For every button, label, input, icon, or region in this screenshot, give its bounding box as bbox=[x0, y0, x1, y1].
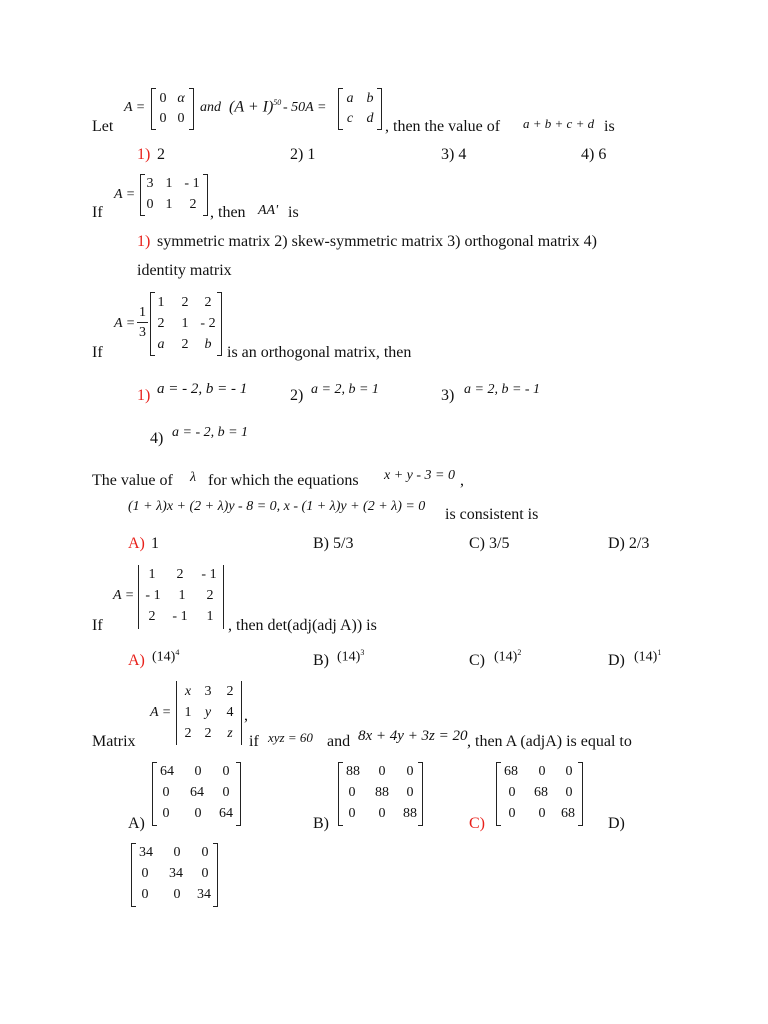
q6-opt-a-21: 0 bbox=[162, 785, 170, 800]
q1-a-21: 0 bbox=[159, 111, 167, 126]
q2-a-23: 2 bbox=[189, 197, 197, 212]
q6-a-33: z bbox=[227, 726, 233, 741]
q6-option-c-label: C) bbox=[469, 815, 485, 832]
q6-opt-c-12: 0 bbox=[538, 764, 546, 779]
q5-tail: , then det(adj(adj A)) is bbox=[228, 617, 377, 634]
q1-is: is bbox=[604, 118, 615, 135]
q4-lambda: λ bbox=[190, 470, 197, 485]
q6-option-b-label: B) bbox=[313, 815, 329, 832]
q3-frac-den: 3 bbox=[139, 325, 146, 340]
q6-tail: , then A (adjA) is equal to bbox=[467, 733, 632, 750]
q3-option-1: a = - 2, b = - 1 bbox=[157, 381, 248, 397]
q6-opt-a-11: 64 bbox=[160, 764, 174, 779]
q5-option-a-label: A) bbox=[128, 652, 145, 669]
q6-opt-c-11: 68 bbox=[504, 764, 518, 779]
q3-matrix bbox=[150, 292, 222, 356]
q1-option-3: 3) 4 bbox=[441, 146, 467, 163]
q6-opt-b-21: 0 bbox=[348, 785, 356, 800]
q6-opt-d-13: 0 bbox=[201, 845, 209, 860]
q6-option-b-matrix bbox=[338, 762, 423, 826]
q3-a-33: b bbox=[204, 337, 212, 352]
q3-option-4: a = - 2, b = 1 bbox=[172, 425, 249, 440]
q1-b-12: b bbox=[366, 91, 374, 106]
q3-a-13: 2 bbox=[204, 295, 212, 310]
q2-expr: AA' bbox=[258, 203, 279, 218]
q1-b-11: a bbox=[346, 91, 354, 106]
q1-option-1-number: 1) bbox=[137, 146, 151, 163]
q1-expr: $(A + I)^{50}$ bbox=[229, 98, 282, 116]
q1-b-21: c bbox=[346, 111, 354, 126]
q2-a-11: 3 bbox=[146, 176, 154, 191]
q6-opt-a-32: 0 bbox=[194, 806, 202, 821]
q6-opt-b-31: 0 bbox=[348, 806, 356, 821]
q1-then: , then the value of bbox=[385, 118, 501, 135]
q6-option-c-matrix bbox=[496, 762, 583, 826]
q1-a-22: 0 bbox=[177, 111, 185, 126]
q2-if-label: If bbox=[92, 204, 103, 221]
q6-opt-c-23: 0 bbox=[565, 785, 573, 800]
q1-option-2: 2) 1 bbox=[290, 146, 316, 163]
q3-a-31: a bbox=[157, 337, 165, 352]
q1-option-1: 2 bbox=[157, 146, 165, 163]
q3-option-3: a = 2, b = - 1 bbox=[464, 382, 541, 397]
q6-opt-b-22: 88 bbox=[375, 785, 389, 800]
q6-a-22: y bbox=[204, 705, 212, 720]
q5-option-b-label: B) bbox=[313, 652, 329, 669]
q2-a-13: - 1 bbox=[184, 176, 200, 191]
q6-opt-b-13: 0 bbox=[406, 764, 414, 779]
q6-if: if bbox=[249, 733, 259, 750]
q6-and: and bbox=[327, 733, 351, 750]
q1-lhs: A = bbox=[124, 100, 146, 115]
q1-b-22: d bbox=[366, 111, 374, 126]
q1-a-11: 0 bbox=[159, 91, 167, 106]
q5-a-32: - 1 bbox=[172, 609, 188, 624]
q3-lhs: A = bbox=[114, 316, 136, 331]
q6-condition-2: 8x + 4y + 3z = 20 bbox=[358, 728, 468, 744]
q5-option-d-label: D) bbox=[608, 652, 625, 669]
q3-option-2-number: 2) bbox=[290, 387, 304, 404]
q2-then: , then bbox=[210, 204, 246, 221]
q5-a-31: 2 bbox=[148, 609, 156, 624]
q4-option-c: C) 3/5 bbox=[469, 535, 510, 552]
q3-a-21: 2 bbox=[157, 316, 165, 331]
q6-opt-c-33: 68 bbox=[561, 806, 575, 821]
q6-opt-d-23: 0 bbox=[201, 866, 209, 881]
q6-opt-b-32: 0 bbox=[378, 806, 386, 821]
q3-a-23: - 2 bbox=[200, 316, 216, 331]
q4-option-a-label: A) bbox=[128, 535, 145, 552]
q6-option-d-label: D) bbox=[608, 815, 625, 832]
q3-option-3-number: 3) bbox=[441, 387, 455, 404]
q6-opt-b-23: 0 bbox=[406, 785, 414, 800]
q2-options-line-1: symmetric matrix 2) skew-symmetric matrix 3) orthogonal matrix 4) bbox=[157, 233, 597, 250]
q4-lead: The value of bbox=[92, 472, 173, 489]
q5-option-b: $(14)^3$ bbox=[337, 648, 365, 665]
q6-a-21: 1 bbox=[184, 705, 192, 720]
q4-comma: , bbox=[460, 472, 464, 489]
q6-opt-b-12: 0 bbox=[378, 764, 386, 779]
q1-matrix-b bbox=[338, 88, 382, 130]
q6-condition-1: xyz = 60 bbox=[268, 730, 313, 745]
q6-a-32: 2 bbox=[204, 726, 212, 741]
q2-a-21: 0 bbox=[146, 197, 154, 212]
q4-option-b: B) 5/3 bbox=[313, 535, 354, 552]
q5-a-12: 2 bbox=[176, 567, 184, 582]
q6-opt-b-11: 88 bbox=[346, 764, 360, 779]
q1-option-4: 4) 6 bbox=[581, 146, 607, 163]
q6-opt-a-12: 0 bbox=[194, 764, 202, 779]
q6-opt-b-33: 88 bbox=[403, 806, 417, 821]
q5-a-33: 1 bbox=[206, 609, 214, 624]
q1-let-label: Let bbox=[92, 118, 114, 135]
q2-is: is bbox=[288, 204, 299, 221]
q3-a-11: 1 bbox=[157, 295, 165, 310]
q6-opt-c-31: 0 bbox=[508, 806, 516, 821]
q6-option-d-matrix bbox=[131, 843, 218, 907]
q6-opt-c-13: 0 bbox=[565, 764, 573, 779]
q5-lhs: A = bbox=[113, 588, 135, 603]
q6-opt-a-22: 64 bbox=[190, 785, 204, 800]
q6-opt-d-31: 0 bbox=[141, 887, 149, 902]
q3-option-4-number: 4) bbox=[150, 430, 164, 447]
q5-a-21: - 1 bbox=[145, 588, 161, 603]
q4-equation-2: (1 + λ)x + (2 + λ)y - 8 = 0, x - (1 + λ)y + (2 + λ) = 0 bbox=[128, 499, 426, 514]
q6-opt-d-22: 34 bbox=[169, 866, 183, 881]
q3-a-12: 2 bbox=[181, 295, 189, 310]
q6-matrix bbox=[176, 681, 242, 745]
q2-matrix bbox=[140, 174, 208, 216]
q5-a-13: - 1 bbox=[201, 567, 217, 582]
q6-comma: , bbox=[244, 707, 248, 724]
q2-lhs: A = bbox=[114, 187, 136, 202]
q5-a-22: 1 bbox=[178, 588, 186, 603]
q6-opt-c-32: 0 bbox=[538, 806, 546, 821]
q3-if-label: If bbox=[92, 344, 103, 361]
q6-opt-d-11: 34 bbox=[139, 845, 153, 860]
q6-matrix-label: Matrix bbox=[92, 733, 136, 750]
q6-a-23: 4 bbox=[226, 705, 234, 720]
q1-sum: a + b + c + d bbox=[523, 116, 595, 131]
q5-a-23: 2 bbox=[206, 588, 214, 603]
q6-opt-d-12: 0 bbox=[173, 845, 181, 860]
q6-opt-a-13: 0 bbox=[222, 764, 230, 779]
q3-frac-num: 1 bbox=[139, 305, 146, 320]
q5-option-d: $(14)^1$ bbox=[634, 648, 662, 665]
q5-option-c: $(14)^2$ bbox=[494, 648, 522, 665]
q6-option-a-matrix bbox=[152, 762, 241, 826]
q6-a-31: 2 bbox=[184, 726, 192, 741]
q3-a-22: 1 bbox=[181, 316, 189, 331]
q2-a-12: 1 bbox=[165, 176, 173, 191]
q5-option-a: $(14)^4$ bbox=[152, 648, 180, 665]
q3-frac-bar bbox=[137, 322, 148, 323]
q6-a-11: x bbox=[184, 684, 192, 699]
q5-a-11: 1 bbox=[148, 567, 156, 582]
q5-option-c-label: C) bbox=[469, 652, 485, 669]
q6-option-a-label: A) bbox=[128, 815, 145, 832]
q2-a-22: 1 bbox=[165, 197, 173, 212]
q1-and: and bbox=[200, 100, 221, 115]
q2-options-line-2: identity matrix bbox=[137, 262, 232, 279]
q2-option-1-number: 1) bbox=[137, 233, 151, 250]
q1-matrix-a bbox=[151, 88, 194, 130]
q1-a-12: α bbox=[177, 91, 185, 106]
q3-tail: is an orthogonal matrix, then bbox=[227, 344, 412, 361]
q6-lhs: A = bbox=[150, 705, 172, 720]
q6-a-13: 2 bbox=[226, 684, 234, 699]
q6-opt-d-33: 34 bbox=[197, 887, 211, 902]
q5-if-label: If bbox=[92, 617, 103, 634]
q6-opt-c-22: 68 bbox=[534, 785, 548, 800]
q5-matrix bbox=[138, 565, 224, 629]
q6-opt-c-21: 0 bbox=[508, 785, 516, 800]
q3-option-1-number: 1) bbox=[137, 387, 151, 404]
q4-option-d: D) 2/3 bbox=[608, 535, 650, 552]
q6-opt-d-32: 0 bbox=[173, 887, 181, 902]
q6-opt-a-31: 0 bbox=[162, 806, 170, 821]
q6-a-12: 3 bbox=[204, 684, 212, 699]
q4-mid: for which the equations bbox=[208, 472, 359, 489]
q4-tail: is consistent is bbox=[445, 506, 539, 523]
q1-expr2: - 50A = bbox=[283, 100, 327, 115]
q3-option-2: a = 2, b = 1 bbox=[311, 382, 379, 397]
q4-option-a: 1 bbox=[151, 535, 159, 552]
q6-opt-d-21: 0 bbox=[141, 866, 149, 881]
q6-opt-a-23: 0 bbox=[222, 785, 230, 800]
q4-equation-1: x + y - 3 = 0 bbox=[384, 468, 455, 483]
q3-a-32: 2 bbox=[181, 337, 189, 352]
q6-opt-a-33: 64 bbox=[219, 806, 233, 821]
